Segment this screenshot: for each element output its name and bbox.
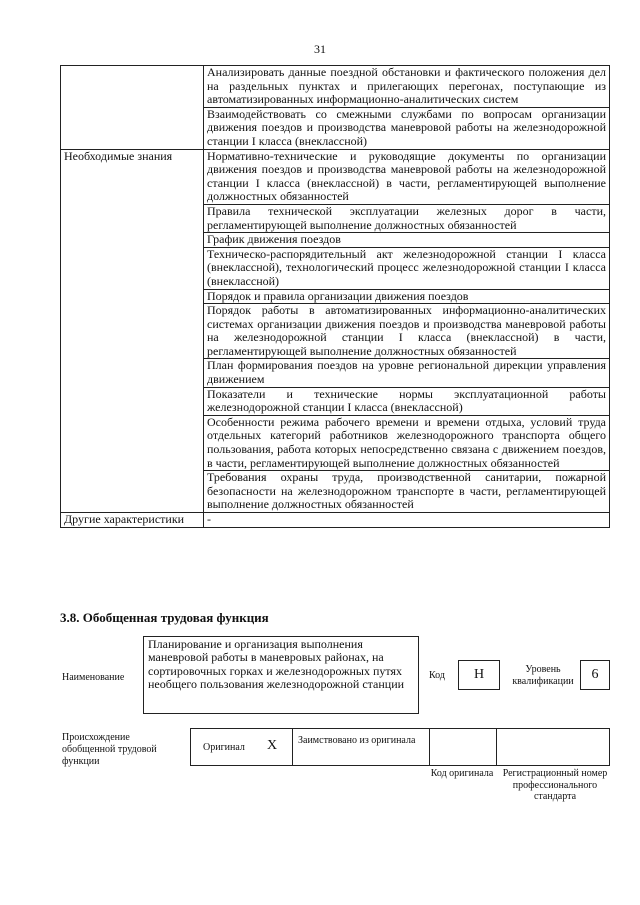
row-label-knowledge: Необходимые знания xyxy=(61,149,204,512)
table-cell: График движения поездов xyxy=(204,233,610,248)
code-original-caption: Код оригинала xyxy=(430,768,494,779)
page-number: 31 xyxy=(314,42,326,56)
table-cell: Порядок работы в автоматизированных информационно-аналитических системах организации движения поездов и производства маневровой работы на железнодорожной станции I класса (внеклассной) в части, регламентирующей выполнение должностных обязанностей xyxy=(204,304,610,359)
original-cell xyxy=(191,729,293,765)
table-cell: Техническо-распорядительный акт железнодорожной станции I класса (внеклассной), технологический процесс железнодорожной станции I класса (внеклассной) xyxy=(204,247,610,289)
reg-number-cell xyxy=(497,729,609,765)
code-original-cell xyxy=(430,729,497,765)
table-row xyxy=(61,149,610,204)
table-cell: - xyxy=(204,513,610,528)
code-value-box: H xyxy=(458,660,500,690)
table-cell: Особенности режима рабочего времени и времени отдыха, условий труда отдельных категорий работников железнодорожного транспорта общего пользования, работа которых непосредственно связана с движением поездов, в части, регламентирующей выполнение должностных обязанностей xyxy=(204,415,610,470)
row-label-other: Другие характеристики xyxy=(61,513,204,528)
original-mark: X xyxy=(267,738,278,753)
level-value-box: 6 xyxy=(580,660,610,690)
reg-number-caption: Регистрационный номер профессионального стандарта xyxy=(502,768,608,802)
borrowed-cell xyxy=(293,729,430,765)
function-name-box: Планирование и организация выполнения маневровой работы в маневровых районах, на сортировочных горках и железнодорожных путях необщего пользования железнодорожной станции xyxy=(143,636,419,714)
level-label: Уровень квалификации xyxy=(512,664,574,687)
table-cell: Порядок и правила организации движения поездов xyxy=(204,289,610,304)
table-cell: Взаимодействовать со смежными службами по вопросам организации движения поездов и производства маневровой работы на железнодорожной станции I класса (внеклассной) xyxy=(204,107,610,149)
table-cell: Показатели и технические нормы эксплуатационной работы железнодорожной станции I класса (внеклассной) xyxy=(204,387,610,415)
table-cell: План формирования поездов на уровне региональной дирекции управления движением xyxy=(204,359,610,387)
table-cell: Анализировать данные поездной обстановки и фактического положения дел на раздельных пунктах и прилегающих перегонах, поступающие из автоматизированных информационно-аналитических систем xyxy=(204,66,610,108)
borrowed-label: Заимствовано из оригинала xyxy=(298,735,416,746)
table-cell: Требования охраны труда, производственной санитарии, пожарной безопасности на железнодорожном транспорте в части, регламентирующей выполнение должностных обязанностей xyxy=(204,471,610,513)
skills-table xyxy=(60,65,610,528)
original-label: Оригинал xyxy=(203,742,245,753)
table-cell: Нормативно-технические и руководящие документы по организации движения поездов и производства маневровой работы на железнодорожной станции I класса (внеклассной) в части, регламентирующей выполнение должностных обязанностей xyxy=(204,149,610,204)
origin-row xyxy=(190,728,610,766)
table-cell: Правила технической эксплуатации железных дорог в части, регламентирующей выполнение должностных обязанностей xyxy=(204,204,610,232)
code-label: Код xyxy=(429,670,445,681)
section-heading: 3.8. Обобщенная трудовая функция xyxy=(60,610,269,625)
row-label xyxy=(61,66,204,150)
name-label: Наименование xyxy=(62,672,125,683)
origin-label: Происхождение обобщенной трудовой функции xyxy=(62,732,157,767)
table-row xyxy=(61,513,610,528)
table-row xyxy=(61,66,610,108)
